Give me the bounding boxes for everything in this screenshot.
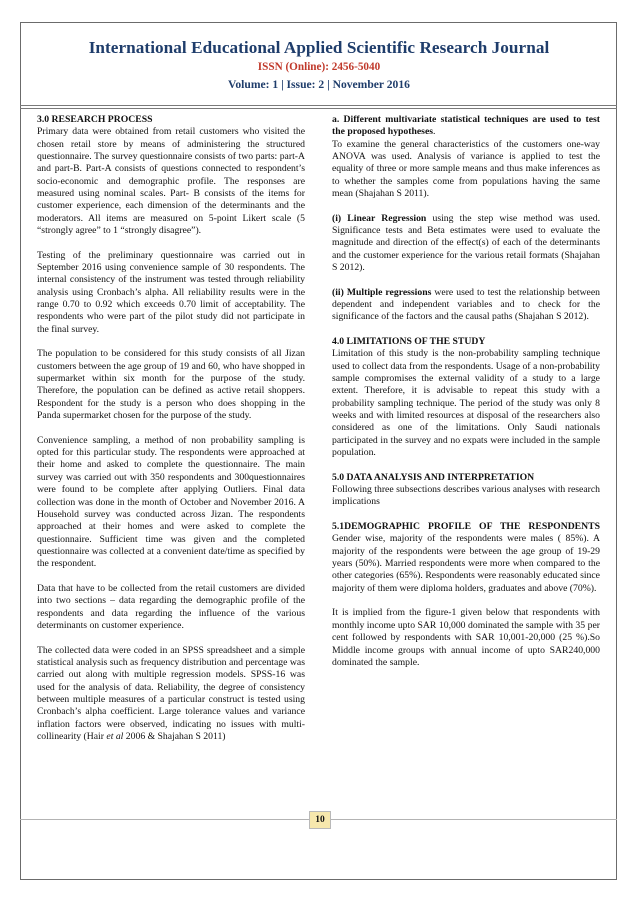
section-4-body: Limitation of this study is the non-probability sampling technique used to collect data from the respondents. Usage of a non-probability sample compromises the external validity of a study to a large extent. Therefore, it is advisable to repeat this study with a probability sampling technique. The period of the study was only 8 weeks and with limited resources at disposal of the researchers also considered as one of the limitations. Only Saudi nationals participated in the survey and no expats were included in the sample population. [332, 348, 600, 459]
section-3-paragraph-2: Testing of the preliminary questionnaire was carried out in September 2016 using convenience sample of 30 respondents. The internal consistency of the instrument was tested through reliability analysis using Cronbach’s alpha. All reliability results were in the range 0.70 to 0.92 which exceeds 0.70 limit of acceptability. The respondents who were part of the pilot study did not participate in the final survey. [37, 249, 305, 335]
section-5-1-body-2: It is implied from the figure-1 given below that respondents with monthly income upto SAR 10,000 dominated the sample with 35 per cent followed by respondents with SAR 10,001-20,000 (25 %).So Middle income groups with annual income of upto SAR240,000 dominated the sample. [332, 607, 600, 668]
multiple-regression-paragraph [332, 287, 600, 324]
linear-regression-label: (i) Linear Regression [332, 212, 427, 224]
section-5-heading: 5.0 DATA ANALYSIS AND INTERPRETATION [332, 471, 535, 483]
section-3-paragraph-6 [37, 645, 305, 744]
section-3-paragraph-4: Convenience sampling, a method of non probability sampling is opted for this particular study. The respondents were approached at their home and asked to complete the questionnaire. The main survey was carried out with 350 respondents and 300questionnaires were found to be complete after applying Outliers. Final data collection was done in the month of October and November 2016. A Household survey was conducted across Jizan. The respondents approached at their homes and were asked to complete the questionnaire. Sufficient time was given and the completed questionnaire was collected at a convenient date/time as specified by the respondent. [37, 434, 305, 570]
section-5-1-heading: 5.1DEMOGRAPHIC PROFILE OF THE RESPONDENTS [332, 521, 600, 533]
subsection-a-body: To examine the general characteristics of the customers one-way ANOVA was used. Analysis of variance is applied to test the equality of three or more sample means and thus make inferences as to whether the samples come from populations having the same mean (Shajahan S 2011). [332, 138, 600, 200]
subsection-a [332, 114, 600, 139]
subsection-a-heading: a. Different multivariate statistical techniques are used to test the proposed hypotheses [332, 114, 600, 138]
section-5-1-body: Gender wise, majority of the respondents were males ( 85%). A majority of the respondents were between the age group of 19-29 years (50%). Married respondents were more when compared to the other categories (65%). Respondents were reasonably educated since majority of them were diploma holders, graduates and above (70%). [332, 533, 600, 594]
header-rule [20, 105, 617, 106]
header-rule-double [20, 108, 617, 109]
multiple-regression-label: (ii) Multiple regressions [332, 286, 432, 298]
subsection-a-heading-end: . [433, 126, 436, 138]
linear-regression-text: using the step wise method was used. Significance tests and Beta estimates were used to evaluate the magnitude and direction of the effect(s) of each of the determinants and the customer experience for the various retail formats (Shajahan S 2012). [332, 212, 600, 274]
page-number: 10 [309, 811, 331, 829]
et-al: et al [106, 730, 124, 742]
journal-header [0, 38, 638, 92]
left-column [37, 114, 305, 756]
right-column [332, 114, 600, 681]
p6-text-a: The collected data were coded in an SPSS spreadsheet and a simple statistical analysis such as frequency distribution and percentage was carried out along with multiple regression models. SPSS-16 was used for the analysis of data. Reliability, the degree of consistency between multiple measures of a particular construct is tested using Cronbach’s alpha coefficient. Large tolerance values and variance inflation factors were observed, indicating no issues with multi-collinearity (Hair [37, 644, 305, 742]
section-3-paragraph-5: Data that have to be collected from the retail customers are divided into two sections – data regarding the demographic profile of the respondents and data regarding the influence of the various determinants on customer experience. [37, 582, 305, 631]
section-4-heading: 4.0 LIMITATIONS OF THE STUDY [332, 336, 486, 348]
section-3-paragraph-1: Primary data were obtained from retail customers who visited the chosen retail store by means of administering the structured questionnaire. The survey questionnaire consists of two parts: part-A and part-B. Part-A consists of questions connected to respondent’s socio-economic and demographic profile. The responses are measured using nominal scales. Part- B consists of the items for customer experience, each dimension of the determinants and the moderators. All items are measured on 5-point Likert scale (5 “strongly agree” to 1 “strongly disagree”). [37, 126, 305, 237]
volume-issue: Volume: 1 | Issue: 2 | November 2016 [228, 78, 410, 91]
section-3-paragraph-3: The population to be considered for this study consists of all Jizan customers between the age group of 19 and 60, who have shopped in supermarket within six month for the purpose of the study. Therefore, the population can be defined as active retail shoppers. Respondent for the study is a person who does shopping in the Panda supermarket chosen for the purpose of the study. [37, 348, 305, 422]
section-3-heading: 3.0 RESEARCH PROCESS [37, 114, 153, 125]
p6-text-b: 2006 & Shajahan S 2011) [123, 730, 226, 742]
multiple-regression-text: were used to test the relationship between dependent and independent variables and to check for the significance of the factors and the causal paths (Shajahan S 2012). [332, 286, 601, 323]
section-5-body: Following three subsections describes various analyses with research implications [332, 484, 600, 508]
linear-regression-paragraph [332, 213, 600, 275]
journal-title: International Educational Applied Scientific Research Journal [88, 38, 550, 57]
issn: ISSN (Online): 2456-5040 [257, 61, 381, 73]
